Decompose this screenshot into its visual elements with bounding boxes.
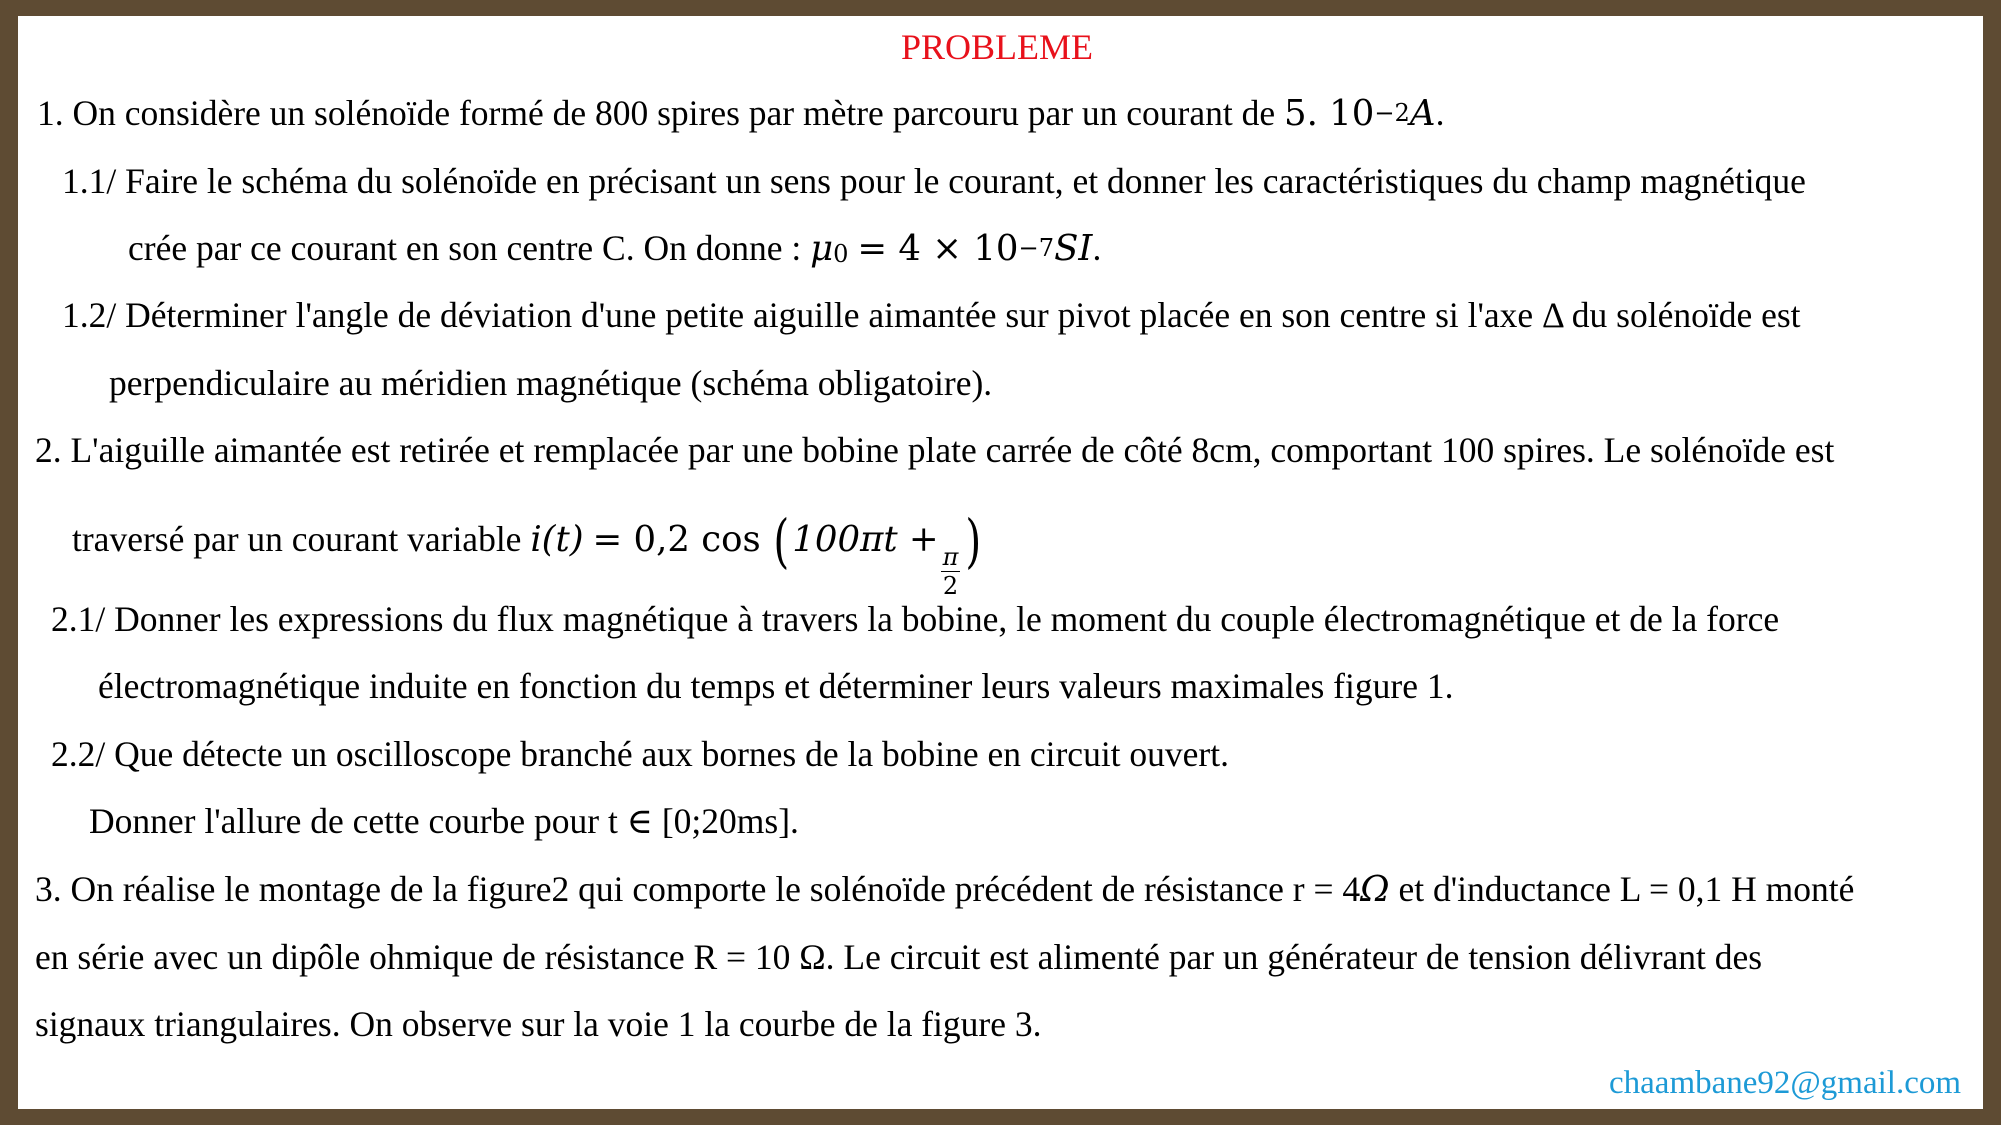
current-function: i(t) [530,519,584,560]
question-2-1-line-1: 2.1/ Donner les expressions du flux magnétique à travers la bobine, le moment du couple électromagnétique et de la force [51,599,1780,639]
question-1-2-line-2: perpendiculaire au méridien magnétique (schéma obligatoire). [109,363,993,403]
mu-zero-value: = $4 \times 10^{-7}$ [857,228,1055,269]
question-1: 1. On considère un solénoïde formé de 800 spires par mètre parcouru par un courant de 5. $10^{-2}A$. [37,93,1445,134]
question-3-line-1: 3. On réalise le montage de la figure2 qui comporte le solénoïde précédent de résistance r = 4Ω et d'inductance L = 0,1 H monté [35,869,1855,910]
author-email: chaambane92@gmail.com [1609,1065,1962,1101]
question-1-1-line-2: crée par ce courant en son centre C. On donne : $\mu_0 = 4 \times 10^{-7}SI$. [128,228,1102,269]
equation-argument: 100πt + [792,519,939,560]
pi-over-two-fraction: $\frac{\pi}{2}$ [942,543,959,600]
question-2-line-1: 2. L'aiguille aimantée est retirée et remplacée par une bobine plate carrée de côté 8cm, comportant 100 spires. Le solénoïde est [35,430,1835,470]
question-2-1-line-2: électromagnétique induite en fonction du temps et déterminer leurs valeurs maximales figure 1. [98,666,1454,706]
mu-zero-unit: SI [1054,228,1093,269]
question-1-2-line-1: 1.2/ Déterminer l'angle de déviation d'une petite aiguille aimantée sur pivot placée en son centre si l'axe Δ du solénoïde est [62,295,1801,335]
current-value: 5. $10^{-2}$ [1284,93,1410,134]
omega-symbol: Ω [1360,869,1390,910]
document-page [18,16,1983,1109]
question-1-text: 1. On considère un solénoïde formé de 800 spires par mètre parcouru par un courant de [37,93,1276,133]
current-unit: A [1409,93,1436,134]
current-equation: = 0,2 cos [592,519,761,560]
mu-zero-symbol: $\mu_0$ [810,228,849,269]
question-2-line-2: traversé par un courant variable i(t) = 0,2 cos (100πt + $\frac{\pi}{2}$ ) [72,507,982,600]
question-3-line-3: signaux triangulaires. On observe sur la voie 1 la courbe de la figure 3. [35,1004,1042,1044]
question-1-1-line-1: 1.1/ Faire le schéma du solénoïde en précisant un sens pour le courant, et donner les caractéristiques du champ magnétique [62,161,1806,201]
question-3-line-2: en série avec un dipôle ohmique de résistance R = 10 Ω. Le circuit est alimenté par un générateur de tension délivrant des [35,937,1763,977]
page-title: PROBLEME [901,27,1094,67]
question-2-2-line-2: Donner l'allure de cette courbe pour t ∈ [0;20ms]. [89,801,799,841]
question-2-2-line-1: 2.2/ Que détecte un oscilloscope branché aux bornes de la bobine en circuit ouvert. [51,734,1229,774]
